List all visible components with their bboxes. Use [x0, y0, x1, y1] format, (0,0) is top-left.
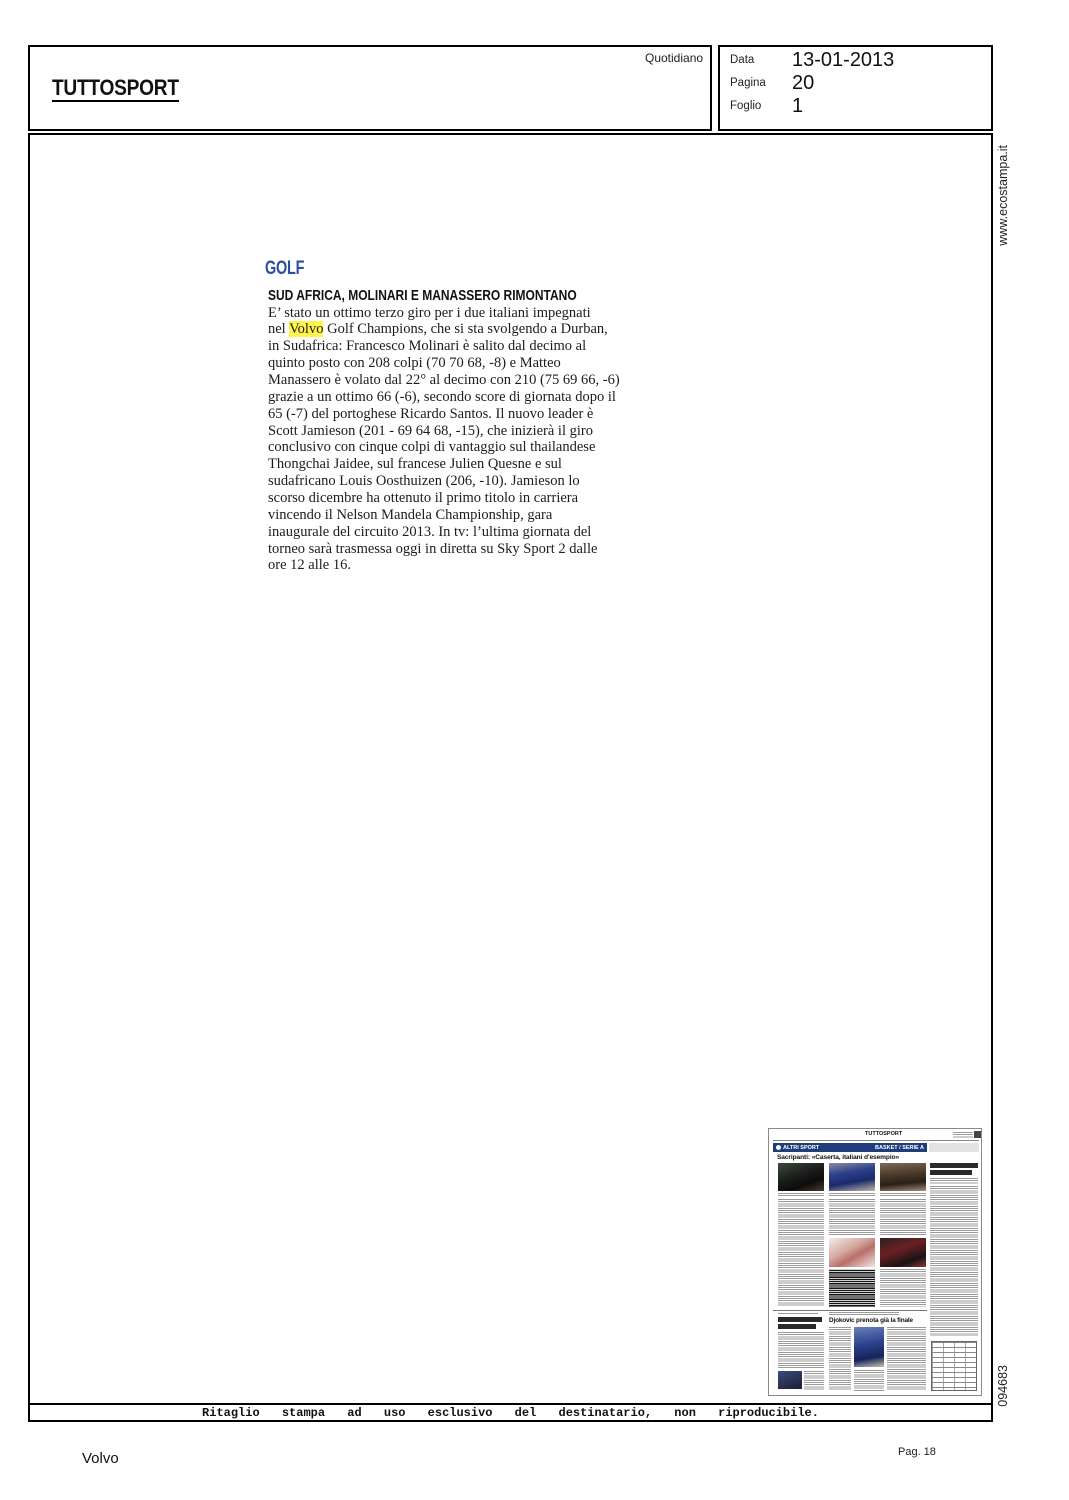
- footer-keyword: Volvo: [82, 1450, 119, 1467]
- article-line: Manassero è volato dal 22° al decimo con 210 (75 69 66, -6): [268, 371, 620, 388]
- clip-code-vertical-label: 094683: [996, 1365, 1010, 1407]
- meta-row-sheet: [730, 95, 803, 117]
- thumbnail-photo: [829, 1238, 875, 1267]
- thumbnail-side-column-text: [930, 1186, 978, 1336]
- footer-page-number: Pag. 18: [898, 1446, 936, 1458]
- publication-logo: TUTTOSPORT: [52, 75, 179, 100]
- meta-value-date: 13-01-2013: [792, 48, 895, 71]
- highlighted-keyword: Volvo: [289, 321, 324, 338]
- thumbnail-side-headline-line: [930, 1163, 978, 1168]
- article-line: quinto posto con 208 colpi (70 70 68, -8) e Matteo: [268, 355, 561, 372]
- thumbnail-caption: [829, 1193, 875, 1196]
- thumbnail-subsection-label: BASKET / SERIE A: [875, 1144, 924, 1151]
- disclaimer-rule: [30, 1403, 991, 1405]
- article-section-label: GOLF: [265, 258, 305, 279]
- article-headline: SUD AFRICA, MOLINARI E MANASSERO RIMONTANO: [268, 287, 577, 304]
- masthead-box: [28, 45, 712, 131]
- thumbnail-photo: [829, 1163, 875, 1191]
- thumbnail-column-text: [778, 1332, 824, 1368]
- meta-label: Data: [730, 54, 755, 66]
- thumbnail-photo: [880, 1238, 926, 1267]
- section-bullet-icon: [776, 1145, 781, 1150]
- thumbnail-story-headline-line: [778, 1324, 816, 1329]
- article-line-part: nel: [268, 321, 290, 338]
- thumbnail-column-text: [880, 1199, 926, 1235]
- article-line: in Sudafrica: Francesco Molinari è salito dal decimo al: [268, 338, 587, 355]
- thumbnail-side-headline-line: [930, 1170, 972, 1175]
- thumbnail-photo: [778, 1163, 824, 1191]
- meta-row-date: [730, 49, 894, 71]
- thumbnail-photo: [854, 1327, 884, 1367]
- thumbnail-date-text: [953, 1132, 973, 1138]
- thumbnail-section: [776, 1145, 819, 1151]
- article-body: [268, 305, 620, 575]
- thumbnail-side-intro: [930, 1178, 978, 1184]
- thumbnail-masthead: TUTTOSPORT: [865, 1131, 903, 1137]
- article-line: conclusivo con cinque colpi di vantaggio sul thailandese: [268, 439, 596, 456]
- article-line-part: Golf Champions, che si sta svolgendo a Durban,: [323, 321, 608, 338]
- thumbnail-column-text: [880, 1269, 926, 1307]
- thumbnail-column-text: [887, 1327, 926, 1391]
- article-line: vincendo il Nelson Mandela Championship, gara: [268, 506, 553, 523]
- thumbnail-right-header-strip: [929, 1143, 979, 1152]
- thumbnail-story-headline-line: [778, 1317, 822, 1322]
- article-line: ore 12 alle 16.: [268, 557, 351, 574]
- thumbnail-photo: [778, 1371, 802, 1389]
- meta-value-page: 20: [792, 71, 815, 94]
- thumbnail-column-text: [829, 1327, 851, 1391]
- article-line: grazie a un ottimo 66 (-6), secondo score di giornata dopo il: [268, 388, 616, 405]
- meta-value-sheet: 1: [792, 94, 804, 117]
- thumbnail-column-text: [854, 1370, 884, 1391]
- thumbnail-dark-box: [829, 1269, 875, 1307]
- article-line: sudafricano Louis Oosthuizen (206, -10). Jamieson lo: [268, 473, 580, 490]
- website-vertical-label: www.ecostampa.it: [996, 145, 1010, 246]
- clipping-box: [28, 133, 993, 1422]
- thumbnail-results-table: [931, 1341, 977, 1391]
- disclaimer-text: Ritaglio stampa ad uso esclusivo del destinatario, non riproducibile.: [202, 1406, 819, 1420]
- thumbnail-column-text: [829, 1199, 875, 1235]
- article-line: 65 (-7) del portoghese Ricardo Santos. Il nuovo leader è: [268, 405, 594, 422]
- article-line: scorso dicembre ha ottenuto il primo titolo in carriera: [268, 489, 579, 506]
- thumbnail-top-rule: [773, 1140, 979, 1141]
- article-line: Thongchai Jaidee, sul francese Julien Quesne e sul: [268, 456, 562, 473]
- meta-label: Foglio: [730, 100, 762, 112]
- thumbnail-column-text: [778, 1199, 824, 1307]
- publication-type: Quotidiano: [645, 51, 704, 65]
- article-line: inaugurale del circuito 2013. In tv: l’ultima giornata del: [268, 523, 592, 540]
- thumbnail-photo: [880, 1163, 926, 1191]
- article-line: [268, 321, 620, 338]
- thumbnail-kicker: [829, 1312, 899, 1315]
- thumbnail-caption: [778, 1193, 824, 1196]
- thumbnail-headline: Sacripanti: «Caserta, italiani d'esempio»: [777, 1154, 900, 1161]
- thumbnail-caption: [880, 1193, 926, 1196]
- thumbnail-section-label: ALTRI SPORT: [783, 1144, 820, 1151]
- thumbnail-mid-rule: [773, 1310, 927, 1311]
- thumbnail-section-bar: [773, 1143, 927, 1152]
- page-thumbnail: [768, 1128, 982, 1396]
- article-line: torneo sarà trasmessa oggi in diretta su Sky Sport 2 dalle: [268, 540, 598, 557]
- meta-label: Pagina: [730, 77, 766, 89]
- article-line: Scott Jamieson (201 - 69 64 68, -15), che inizierà il giro: [268, 422, 593, 439]
- meta-row-page: [730, 72, 814, 94]
- thumbnail-column-text: [804, 1371, 824, 1391]
- article-line: E’ stato un ottimo terzo giro per i due italiani impegnati: [268, 304, 591, 321]
- thumbnail-bottom-headline: Djokovic prenota già la finale: [829, 1317, 913, 1324]
- thumbnail-kicker: [778, 1313, 818, 1315]
- thumbnail-page-number-box: [974, 1131, 981, 1138]
- clip-metadata-box: [718, 45, 993, 131]
